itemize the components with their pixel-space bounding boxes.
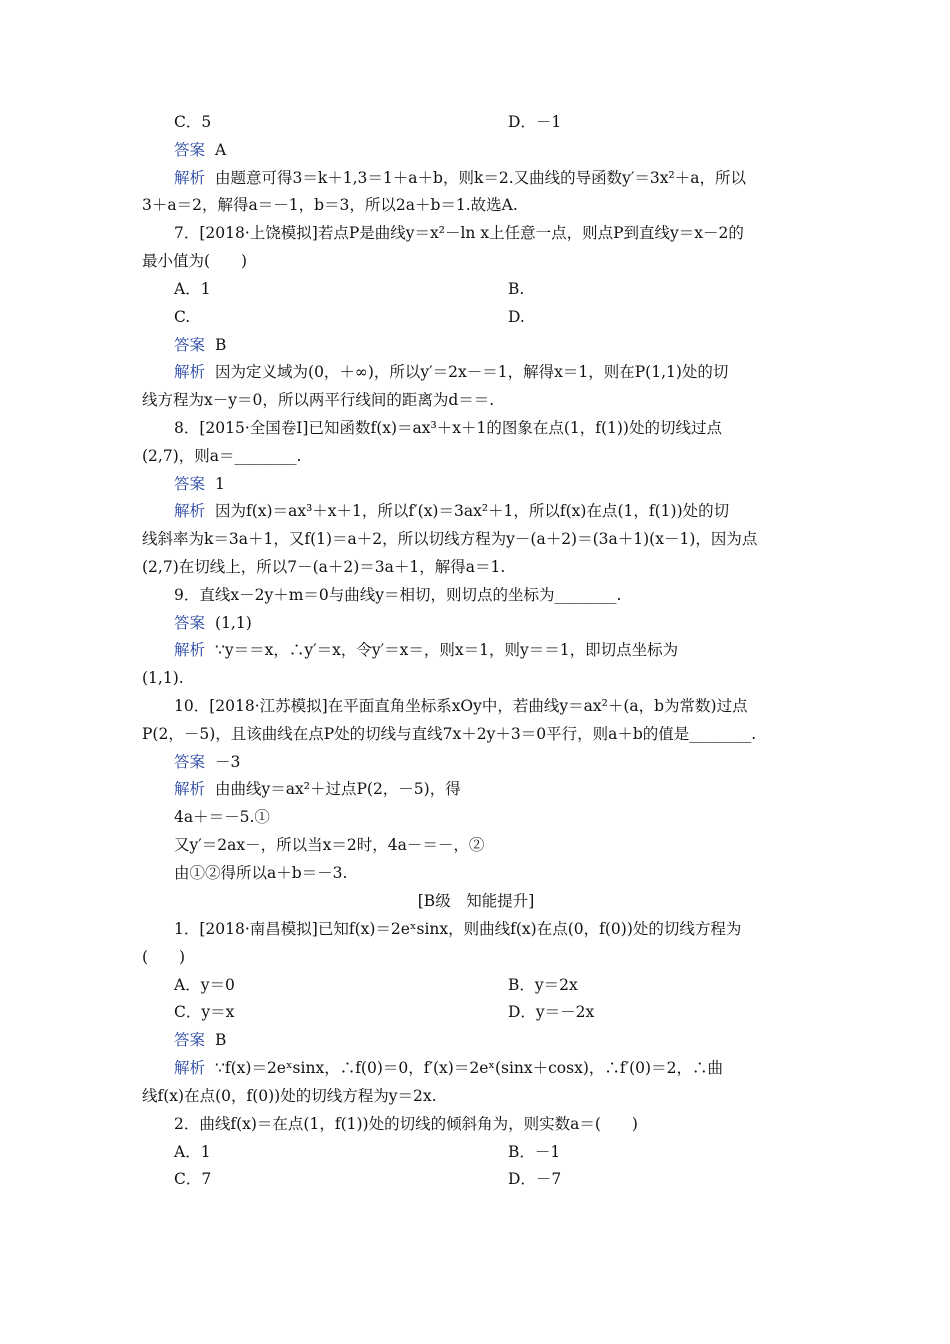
b1-analysis-2-text: 线f(x)在点(0，f(0))处的切线方程为y＝2x. xyxy=(142,1087,437,1105)
b2-opt-a-text: A．1 xyxy=(174,1143,211,1161)
b1-answer xyxy=(174,1030,810,1050)
q7-opt-b xyxy=(508,279,524,299)
q8-stem-1-text: 8．[2015·全国卷Ⅰ]已知函数f(x)＝ax³＋x＋1的图象在点(1，f(1))处的切线过点 xyxy=(174,419,722,437)
section-b-title-text: [B级 知能提升] xyxy=(417,892,535,910)
q10-stem-2 xyxy=(142,724,810,744)
q9-analysis-1-text: ∵y＝＝x，∴y′＝x，令y′＝x＝，则x＝1，则y＝＝1，即切点坐标为 xyxy=(215,641,679,659)
q7-analysis-2-text: 线方程为x－y＝0，所以两平行线间的距离为d＝＝. xyxy=(142,391,495,409)
q7-stem-1-text: 7．[2018·上饶模拟]若点P是曲线y＝x²－ln x上任意一点，则点P到直线y＝x－2的 xyxy=(174,224,744,242)
q10-analysis-4 xyxy=(174,863,810,883)
b1-opt-d xyxy=(508,1002,594,1022)
q7-stem-1 xyxy=(174,223,810,243)
q10-analysis-2-text: 4a＋＝－5.① xyxy=(174,808,270,826)
q8-stem-2-text: (2,7)，则a＝________. xyxy=(142,447,302,465)
q9-stem-1 xyxy=(174,585,810,605)
b1-analysis-1 xyxy=(174,1058,810,1078)
b1-analysis-1-text: ∵f(x)＝2eˣsinx，∴f(0)＝0，f′(x)＝2eˣ(sinx＋cosx)，∴f′(0)＝2，∴曲 xyxy=(215,1059,723,1077)
b1-opt-a xyxy=(174,975,235,995)
q6-analysis-2 xyxy=(142,195,810,215)
q7-answer-tag: 答案 xyxy=(174,336,206,354)
q6-opt-c xyxy=(174,112,211,132)
q7-opt-b-text: B. xyxy=(508,280,525,298)
b2-stem-1-text: 2．曲线f(x)＝在点(1，f(1))处的切线的倾斜角为，则实数a＝( ) xyxy=(174,1115,638,1133)
b1-answer-tag: 答案 xyxy=(174,1031,206,1049)
q9-stem-1-text: 9．直线x－2y＋m＝0与曲线y＝相切，则切点的坐标为________. xyxy=(174,586,622,604)
q7-answer-text: B xyxy=(215,336,227,354)
q6-analysis-1-tag: 解析 xyxy=(174,169,206,187)
b1-opt-c-text: C．y＝x xyxy=(174,1003,235,1021)
q9-analysis-2 xyxy=(142,668,810,688)
q6-analysis-2-text: 3＋a＝2，解得a＝－1，b＝3，所以2a＋b＝1.故选A. xyxy=(142,196,518,214)
q9-answer-tag: 答案 xyxy=(174,614,206,632)
q6-opt-d xyxy=(508,112,561,132)
q7-opt-c-text: C. xyxy=(174,308,191,326)
q8-analysis-3 xyxy=(142,557,810,577)
q7-answer xyxy=(174,335,810,355)
b1-opt-d-text: D．y＝－2x xyxy=(508,1003,595,1021)
q9-answer-text: (1,1) xyxy=(215,614,252,632)
q7-opt-d-text: D. xyxy=(508,308,525,326)
q9-answer xyxy=(174,613,810,633)
b1-stem-1 xyxy=(174,919,810,939)
q8-analysis-1 xyxy=(174,501,810,521)
b1-stem-1-text: 1．[2018·南昌模拟]已知f(x)＝2eˣsinx，则曲线f(x)在点(0，f(0))处的切线方程为 xyxy=(174,920,742,938)
q8-analysis-1-text: 因为f(x)＝ax³＋x＋1，所以f′(x)＝3ax²＋1，所以f(x)在点(1，f(1))处的切 xyxy=(215,502,730,520)
b2-opt-c xyxy=(174,1169,211,1189)
q10-stem-2-text: P(2，－5)，且该曲线在点P处的切线与直线7x＋2y＋3＝0平行，则a＋b的值是________. xyxy=(142,725,757,743)
q8-stem-2 xyxy=(142,446,810,466)
q10-analysis-3 xyxy=(174,835,810,855)
b2-opt-a xyxy=(174,1142,211,1162)
q9-analysis-1 xyxy=(174,640,810,660)
q9-analysis-2-text: (1,1). xyxy=(142,669,184,687)
q10-answer-tag: 答案 xyxy=(174,753,206,771)
b2-opt-d xyxy=(508,1169,561,1189)
q10-analysis-4-text: 由①②得所以a＋b＝－3. xyxy=(174,864,348,882)
q7-analysis-1 xyxy=(174,362,810,382)
q8-answer-tag: 答案 xyxy=(174,475,206,493)
q7-analysis-1-text: 因为定义域为(0，＋∞)，所以y′＝2x－＝1，解得x＝1，则在P(1,1)处的切 xyxy=(215,363,729,381)
q10-analysis-2 xyxy=(174,807,810,827)
b1-opt-c xyxy=(174,1002,234,1022)
q6-opt-c-text: C．5 xyxy=(174,113,212,131)
b1-opt-b-text: B．y＝2x xyxy=(508,976,578,994)
section-b-title xyxy=(142,891,810,911)
q10-analysis-1-tag: 解析 xyxy=(174,780,206,798)
q7-stem-2 xyxy=(142,251,810,271)
b1-opt-b xyxy=(508,975,578,995)
q9-analysis-1-tag: 解析 xyxy=(174,641,206,659)
q10-answer xyxy=(174,752,810,772)
q8-analysis-3-text: (2,7)在切线上，所以7－(a＋2)＝3a＋1，解得a＝1. xyxy=(142,558,506,576)
b1-stem-2 xyxy=(142,947,810,967)
q6-analysis-1 xyxy=(174,168,810,188)
b2-stem-1 xyxy=(174,1114,810,1134)
q7-stem-2-text: 最小值为( ) xyxy=(142,252,248,270)
q10-stem-1 xyxy=(174,696,810,716)
q8-stem-1 xyxy=(174,418,810,438)
q8-answer xyxy=(174,474,810,494)
b2-opt-c-text: C．7 xyxy=(174,1170,212,1188)
b2-opt-b xyxy=(508,1142,560,1162)
q10-analysis-3-text: 又y′＝2ax－，所以当x＝2时，4a－＝－，② xyxy=(174,836,485,854)
q7-opt-a xyxy=(174,279,211,299)
b1-answer-text: B xyxy=(215,1031,227,1049)
q10-stem-1-text: 10．[2018·江苏模拟]在平面直角坐标系xOy中，若曲线y＝ax²＋(a，b为常数)过点 xyxy=(174,697,748,715)
q8-answer-text: 1 xyxy=(215,475,225,493)
b1-analysis-1-tag: 解析 xyxy=(174,1059,206,1077)
q6-opt-d-text: D．－1 xyxy=(508,113,562,131)
q6-answer-tag: 答案 xyxy=(174,141,206,159)
q7-opt-d xyxy=(508,307,525,327)
b1-analysis-2 xyxy=(142,1086,810,1106)
q7-opt-c xyxy=(174,307,190,327)
b1-stem-2-text: ( ) xyxy=(142,948,186,966)
b2-opt-b-text: B．－1 xyxy=(508,1143,561,1161)
q6-answer-text: A xyxy=(215,141,227,159)
q6-analysis-1-text: 由题意可得3＝k＋1,3＝1＋a＋b，则k＝2.又曲线的导函数y′＝3x²＋a，所以 xyxy=(215,169,746,187)
b2-opt-d-text: D．－7 xyxy=(508,1170,562,1188)
q10-answer-text: －3 xyxy=(215,753,241,771)
q8-analysis-1-tag: 解析 xyxy=(174,502,206,520)
b1-opt-a-text: A．y＝0 xyxy=(174,976,235,994)
q8-analysis-2-text: 线斜率为k＝3a＋1，又f(1)＝a＋2，所以切线方程为y－(a＋2)＝(3a＋1)(x－1)，因为点 xyxy=(142,530,758,548)
q7-analysis-2 xyxy=(142,390,810,410)
q8-analysis-2 xyxy=(142,529,810,549)
q10-analysis-1-text: 由曲线y＝ax²＋过点P(2，－5)，得 xyxy=(215,780,461,798)
q7-analysis-1-tag: 解析 xyxy=(174,363,206,381)
q6-answer xyxy=(174,140,810,160)
q10-analysis-1 xyxy=(174,779,810,799)
q7-opt-a-text: A．1 xyxy=(174,280,211,298)
